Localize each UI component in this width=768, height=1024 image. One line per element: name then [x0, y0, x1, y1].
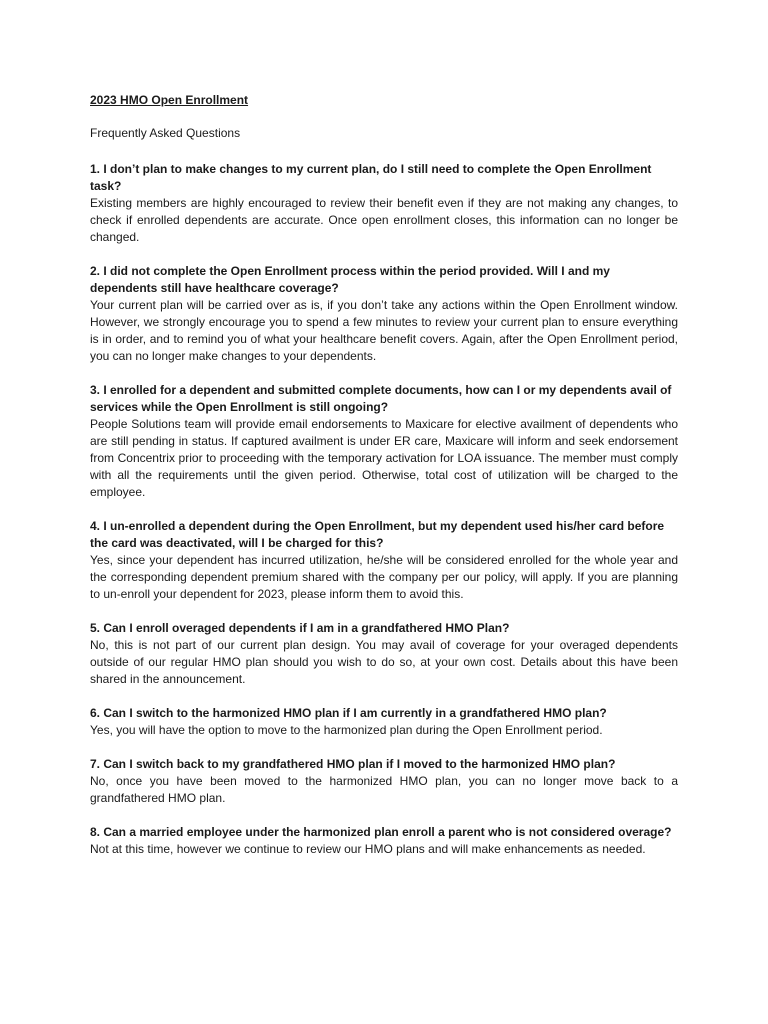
faq-answer: Yes, since your dependent has incurred utilization, he/she will be considered enrolled for the whole year and the corresponding dependent premium shared with the company per our policy, will apply. If you are planning to un-enroll your dependent for 2023, please inform them to avoid this. — [90, 553, 678, 601]
faq-list — [90, 161, 678, 858]
faq-item — [90, 824, 678, 858]
faq-question: 4. I un-enrolled a dependent during the Open Enrollment, but my dependent used his/her card before the card was deactivated, will I be charged for this? — [90, 519, 665, 550]
faq-item — [90, 382, 678, 501]
document-title: 2023 HMO Open Enrollment — [90, 93, 249, 107]
faq-question: 5. Can I enroll overaged dependents if I am in a grandfathered HMO Plan? — [90, 621, 510, 635]
faq-answer: No, once you have been moved to the harmonized HMO plan, you can no longer move back to a grandfathered HMO plan. — [90, 774, 678, 805]
faq-question: 8. Can a married employee under the harmonized plan enroll a parent who is not considered overage? — [90, 825, 672, 839]
faq-answer: Your current plan will be carried over as is, if you don’t take any actions within the Open Enrollment window. However, we strongly encourage you to spend a few minutes to review your current plan to ensure everything is in order, and to remind you of what your healthcare benefit covers. Again, after the Open Enrollment period, you can no longer make changes to your dependents. — [90, 298, 678, 363]
faq-answer: Existing members are highly encouraged to review their benefit even if they are not making any changes, to check if enrolled dependents are accurate. Once open enrollment closes, this information can no longer be changed. — [90, 196, 678, 244]
faq-item — [90, 161, 678, 246]
faq-question: 3. I enrolled for a dependent and submitted complete documents, how can I or my dependents avail of services while the Open Enrollment is still ongoing? — [90, 383, 672, 414]
faq-question: 1. I don’t plan to make changes to my current plan, do I still need to complete the Open Enrollment task? — [90, 162, 652, 193]
faq-question: 7. Can I switch back to my grandfathered HMO plan if I moved to the harmonized HMO plan? — [90, 757, 616, 771]
faq-answer: Yes, you will have the option to move to the harmonized plan during the Open Enrollment period. — [90, 723, 603, 737]
faq-item — [90, 518, 678, 603]
faq-item — [90, 263, 678, 365]
faq-item — [90, 620, 678, 688]
faq-answer: No, this is not part of our current plan design. You may avail of coverage for your overaged dependents outside of our regular HMO plan should you wish to do so, at your own cost. Details about this have been shared in the announcement. — [90, 638, 678, 686]
faq-item — [90, 705, 678, 739]
document-page — [90, 92, 678, 875]
document-subtitle: Frequently Asked Questions — [90, 126, 241, 140]
faq-answer: People Solutions team will provide email endorsements to Maxicare for elective availment of dependents who are still pending in status. If captured availment is under ER care, Maxicare will inform and seek endorsement from Concentrix prior to proceeding with the temporary activation for LOA issuance. The member must comply with all the requirements until the given period. Otherwise, total cost of utilization will be charged to the employee. — [90, 417, 678, 499]
faq-question: 2. I did not complete the Open Enrollment process within the period provided. Will I and my dependents still have healthcare coverage? — [90, 264, 610, 295]
faq-question: 6. Can I switch to the harmonized HMO plan if I am currently in a grandfathered HMO plan? — [90, 706, 607, 720]
faq-answer: Not at this time, however we continue to review our HMO plans and will make enhancements as needed. — [90, 842, 646, 856]
faq-item — [90, 756, 678, 807]
